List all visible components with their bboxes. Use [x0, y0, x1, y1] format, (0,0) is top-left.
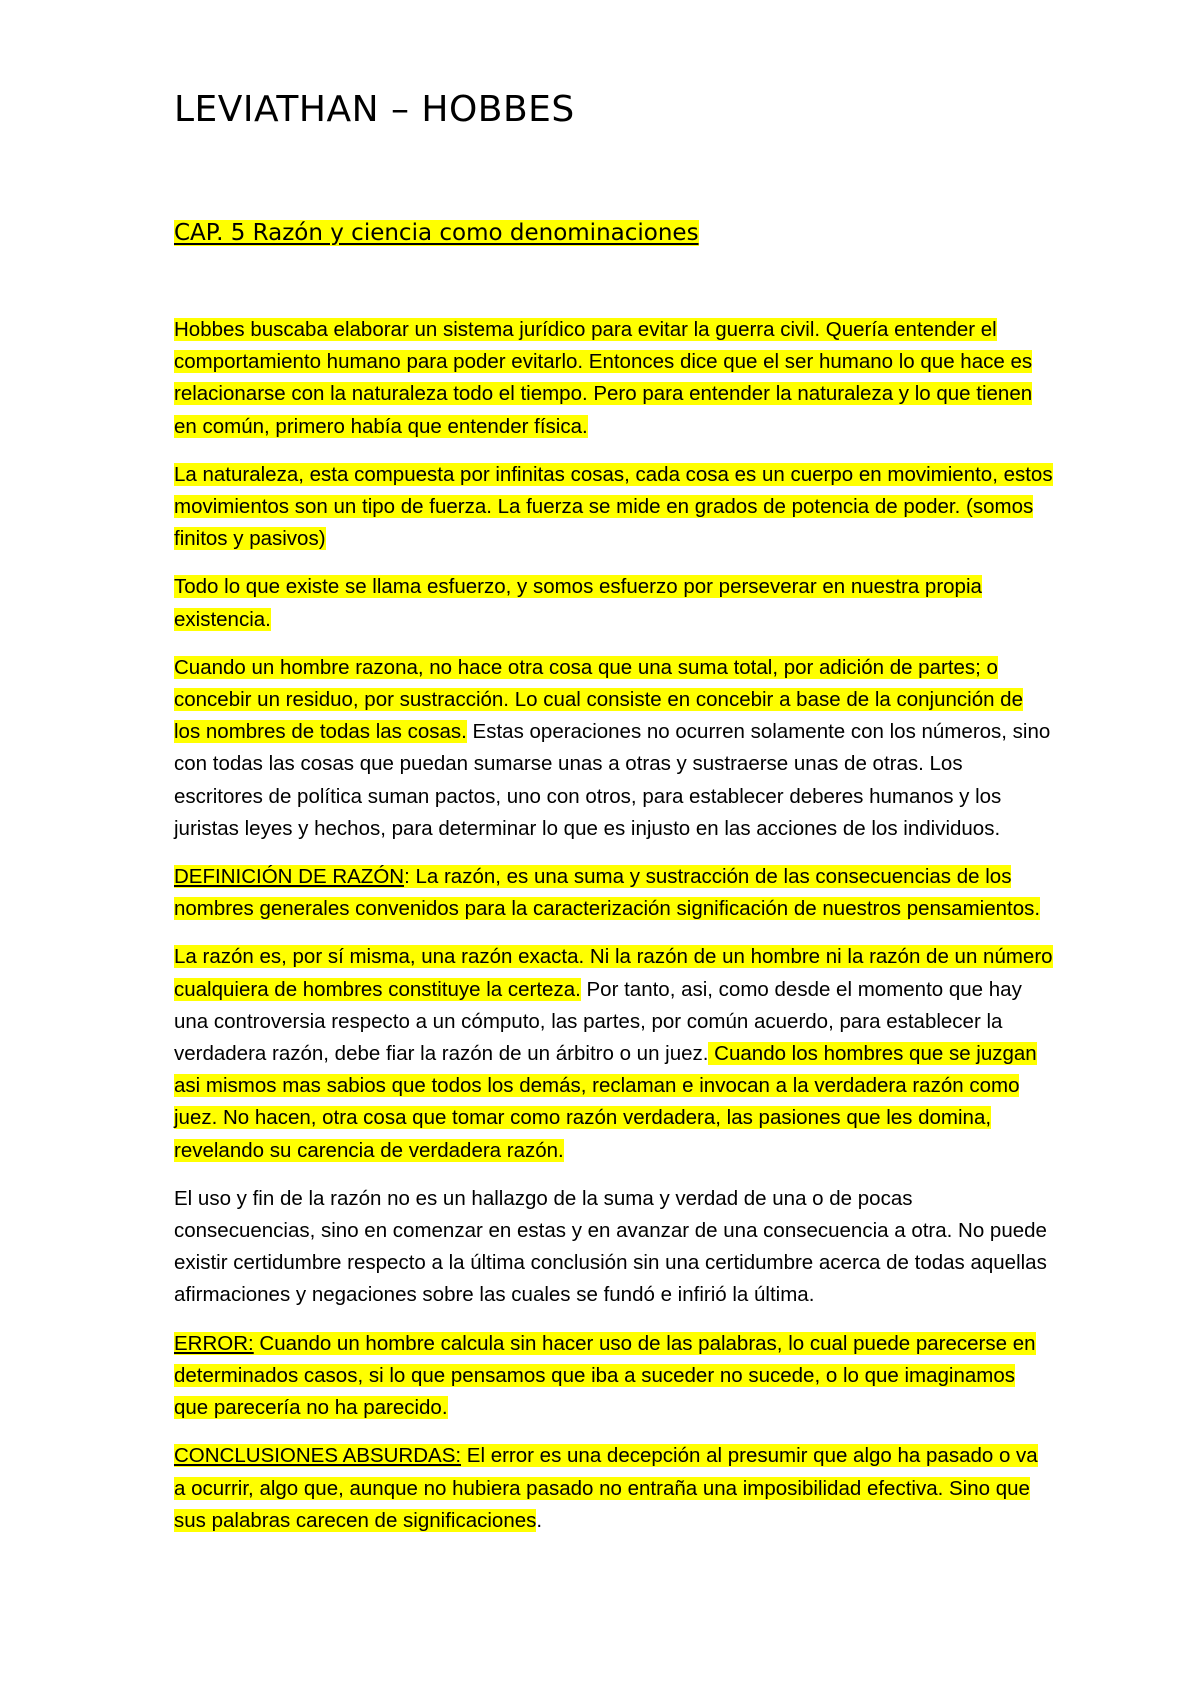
- document-body: [174, 314, 1054, 1553]
- chapter-heading: [174, 217, 699, 249]
- paragraph-6: [174, 941, 1054, 1166]
- highlighted-text: Todo lo que existe se llama esfuerzo, y somos esfuerzo por perseverar en nuestra propia existencia.: [174, 575, 982, 631]
- plain-text: .: [536, 1508, 543, 1532]
- paragraph-7: [174, 1183, 1054, 1312]
- highlighted-text: Cuando un hombre razona, no hace otra cosa que una suma total, por adición de partes; o concebir un residuo, por sustracción. Lo cual consiste en concebir a base de la conjunción de los nombres de todas las cosas.: [174, 655, 1023, 744]
- highlighted-text: : La razón, es una suma y sustracción de las consecuencias de los nombres generales convenidos para la caracterización significación de nuestros pensamientos.: [174, 865, 1041, 921]
- term-label: ERROR:: [174, 1331, 254, 1355]
- paragraph-2: [174, 459, 1054, 556]
- highlighted-text: El error es una decepción al presumir que algo ha pasado o va a ocurrir, algo que, aunque no hubiera pasado no entraña una imposibilidad efectiva. Sino que sus palabras carecen de significaciones: [174, 1444, 1038, 1532]
- paragraph-definicion-razon: [174, 861, 1054, 925]
- highlighted-text: La razón es, por sí misma, una razón exacta. Ni la razón de un hombre ni la razón de un número cualquiera de hombres constituye la certeza.: [174, 945, 1053, 1001]
- plain-text: El uso y fin de la razón no es un hallazgo de la suma y verdad de una o de pocas consecuencias, sino en comenzar en estas y en avanzar de una consecuencia a otra. No puede existir certidumbre respecto a la última conclusión sin una certidumbre acerca de todas aquellas afirmaciones y negaciones sobre las cuales se fundó e infirió la última.: [174, 1186, 1047, 1307]
- paragraph-1: [174, 314, 1054, 443]
- highlighted-text: Hobbes buscaba elaborar un sistema jurídico para evitar la guerra civil. Quería entender el comportamiento humano para poder evitarlo. Entonces dice que el ser humano lo que hace es relacionarse con la naturaleza todo el tiempo. Pero para entender la naturaleza y lo que tienen en común, primero había que entender física.: [174, 318, 1033, 438]
- paragraph-conclusiones-absurdas: [174, 1440, 1054, 1537]
- highlighted-text: Cuando los hombres que se juzgan asi mismos mas sabios que todos los demás, reclaman e invocan a la verdadera razón como juez. No hacen, otra cosa que tomar como razón verdadera, las pasiones que les domina, revelando su carencia de verdadera razón.: [174, 1042, 1037, 1162]
- plain-text: Por tanto, asi, como desde el momento que hay una controversia respecto a un cómputo, las partes, por común acuerdo, para establecer la verdadera razón, debe fiar la razón de un árbitro o un juez.: [174, 977, 1022, 1066]
- paragraph-3: [174, 571, 1054, 635]
- term-label: DEFINICIÓN DE RAZÓN: [174, 865, 405, 889]
- highlighted-text: Cuando un hombre calcula sin hacer uso de las palabras, lo cual puede parecerse en determinados casos, si lo que pensamos que iba a suceder no sucede, o lo que imaginamos que parecería no ha parecido.: [174, 1331, 1036, 1420]
- plain-text: Estas operaciones no ocurren solamente con los números, sino con todas las cosas que puedan sumarse unas a otras y sustraerse unas de otras. Los escritores de política suman pactos, uno con otros, para establecer deberes humanos y los juristas leyes y hechos, para determinar lo que es injusto en las acciones de los individuos.: [174, 720, 1051, 840]
- paragraph-4: [174, 652, 1054, 845]
- document-title: LEVIATHAN – HOBBES: [174, 89, 575, 130]
- highlighted-text: La naturaleza, esta compuesta por infinitas cosas, cada cosa es un cuerpo en movimiento, estos movimientos son un tipo de fuerza. La fuerza se mide en grados de potencia de poder. (somos finitos y pasivos): [174, 462, 1053, 551]
- term-label: CONCLUSIONES ABSURDAS:: [174, 1444, 462, 1468]
- chapter-heading-text: CAP. 5 Razón y ciencia como denominaciones: [174, 220, 699, 246]
- paragraph-error: [174, 1328, 1054, 1425]
